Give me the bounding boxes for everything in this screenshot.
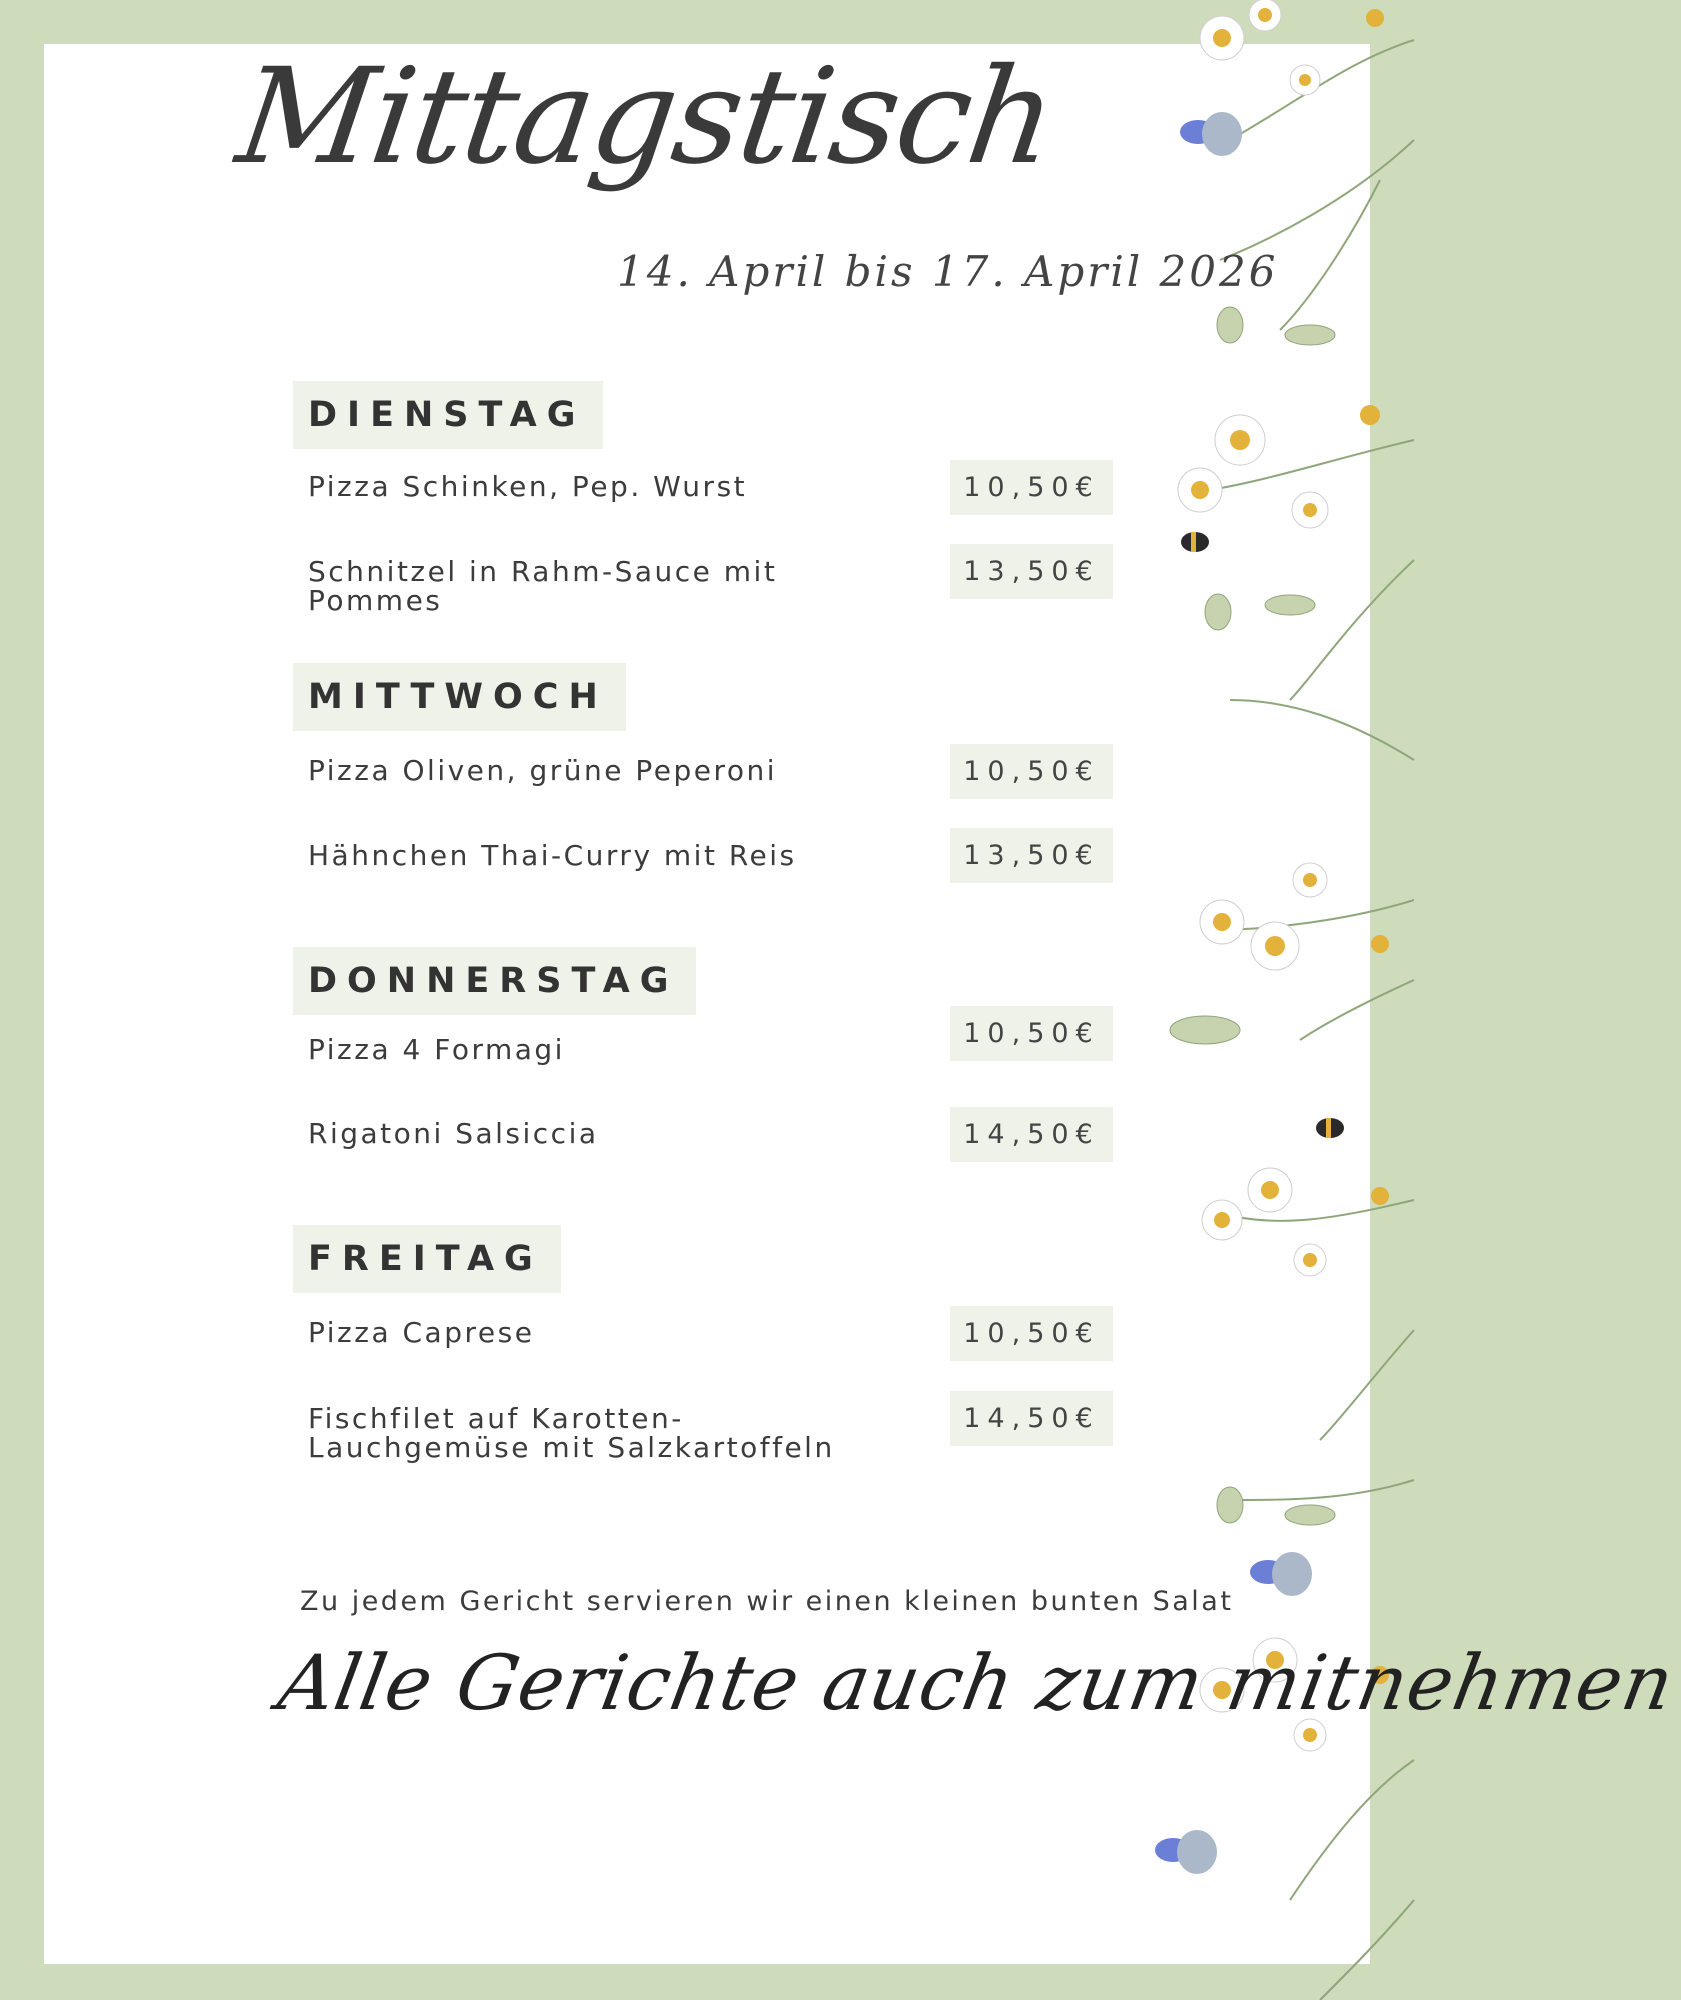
date-range: 14. April bis 17. April 2026 bbox=[617, 247, 1279, 296]
dish-price: 13,50€ bbox=[950, 544, 1113, 599]
takeaway-note: Alle Gerichte auch zum mitnehmen bbox=[272, 1638, 1681, 1727]
page-title: Mittagstisch bbox=[229, 40, 1064, 194]
dish-price: 10,50€ bbox=[950, 1006, 1113, 1061]
dish-price: 10,50€ bbox=[950, 460, 1113, 515]
dish-name: Pizza Oliven, grüne Peperoni bbox=[308, 754, 778, 787]
dish-name: Pizza Caprese bbox=[308, 1316, 535, 1349]
dish-name: Pizza Schinken, Pep. Wurst bbox=[308, 470, 748, 503]
dish-name: Fischfilet auf Karotten-Lauchgemüse mit Salzkartoffeln bbox=[308, 1402, 835, 1464]
dish-name: Rigatoni Salsiccia bbox=[308, 1117, 599, 1150]
dish-price: 10,50€ bbox=[950, 744, 1113, 799]
day-heading-freitag: FREITAG bbox=[293, 1225, 561, 1293]
dish-price: 14,50€ bbox=[950, 1107, 1113, 1162]
day-heading-donnerstag: DONNERSTAG bbox=[293, 947, 696, 1015]
dish-name: Schnitzel in Rahm-Sauce mit Pommes bbox=[308, 555, 778, 617]
dish-name: Pizza 4 Formagi bbox=[308, 1033, 565, 1066]
day-heading-dienstag: DIENSTAG bbox=[293, 381, 603, 449]
dish-price: 13,50€ bbox=[950, 828, 1113, 883]
dish-name: Hähnchen Thai-Curry mit Reis bbox=[308, 839, 797, 872]
salad-note: Zu jedem Gericht servieren wir einen kleinen bunten Salat bbox=[300, 1586, 1234, 1617]
dish-price: 14,50€ bbox=[950, 1391, 1113, 1446]
day-heading-mittwoch: MITTWOCH bbox=[293, 663, 626, 731]
bee-icon bbox=[1181, 532, 1344, 1138]
dish-price: 10,50€ bbox=[950, 1306, 1113, 1361]
